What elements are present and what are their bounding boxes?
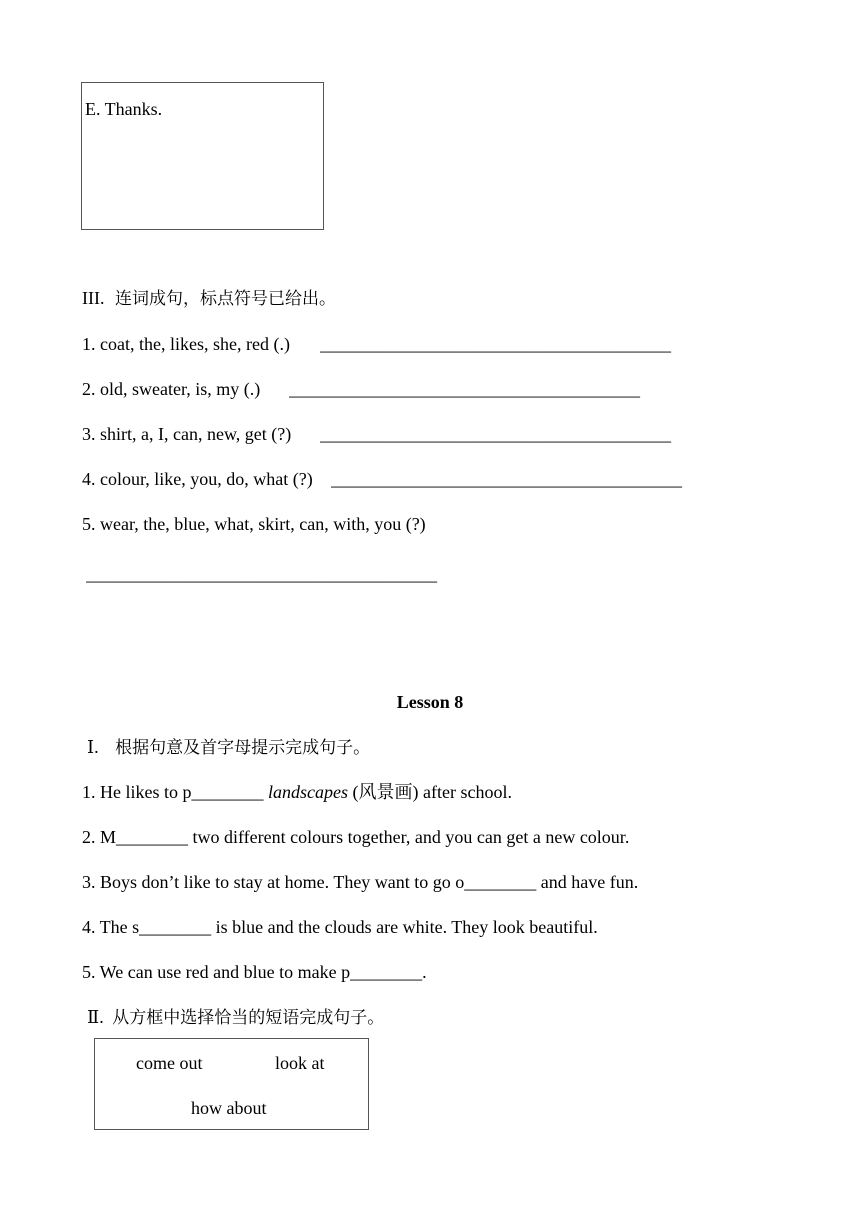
fill-item-5 (82, 961, 427, 983)
section-3-roman: III. (82, 288, 105, 308)
reorder-item-2-text: 2. old, sweater, is, my (.) (82, 379, 261, 399)
reorder-item-4 (82, 468, 313, 490)
phrase-how-about: how about (191, 1098, 267, 1118)
box-e-text: E. Thanks. (85, 99, 163, 119)
reorder-item-2-blank: _______________________________________ (289, 379, 640, 399)
reorder-item-1 (82, 333, 290, 355)
reorder-item-5-blank: _______________________________________ (86, 564, 437, 584)
fill-item-1-before: 1. He likes to p________ (82, 782, 268, 802)
fill-item-5-text: 5. We can use red and blue to make p________. (82, 962, 427, 982)
fill-item-3-text: 3. Boys don’t like to stay at home. They want to go o________ and have fun. (82, 872, 639, 892)
fill-item-4-text: 4. The s________ is blue and the clouds are white. They look beautiful. (82, 917, 598, 937)
reorder-item-1-blank: _______________________________________ (320, 334, 671, 354)
reorder-item-3 (82, 423, 291, 445)
reorder-item-4-blank: _______________________________________ (331, 469, 682, 489)
fill-item-1-italic: landscapes (268, 782, 348, 802)
phrase-look-at: look at (275, 1053, 325, 1073)
fill-item-4 (82, 916, 598, 938)
section-3-heading (82, 287, 336, 310)
lesson-title: Lesson 8 (396, 692, 464, 712)
part-1-roman: Ⅰ. (87, 737, 99, 757)
reorder-item-5 (82, 513, 426, 535)
fill-item-2-text: 2. M________ two different colours together, and you can get a new colour. (82, 827, 630, 847)
part-1-instruction: 根据句意及首字母提示完成句子。 (115, 738, 371, 758)
reorder-item-3-blank: _______________________________________ (320, 424, 671, 444)
part-2-roman: Ⅱ. (87, 1007, 104, 1027)
reorder-item-5-text: 5. wear, the, blue, what, skirt, can, with, you (?) (82, 514, 426, 534)
fill-item-1 (82, 781, 512, 803)
reorder-item-4-text: 4. colour, like, you, do, what (?) (82, 469, 313, 489)
part-2-instruction: 从方框中选择恰当的短语完成句子。 (112, 1008, 385, 1028)
reorder-item-1-text: 1. coat, the, likes, she, red (.) (82, 334, 290, 354)
part-1-heading (87, 736, 370, 759)
fill-item-3 (82, 871, 638, 893)
phrase-come-out: come out (136, 1053, 203, 1073)
fill-item-2 (82, 826, 629, 848)
fill-item-1-after: (风景画) after school. (348, 782, 512, 802)
reorder-item-3-text: 3. shirt, a, I, can, new, get (?) (82, 424, 292, 444)
part-2-heading (87, 1006, 384, 1029)
reorder-item-2 (82, 378, 260, 400)
section-3-instruction: 连词成句，标点符号已给出。 (114, 289, 336, 309)
